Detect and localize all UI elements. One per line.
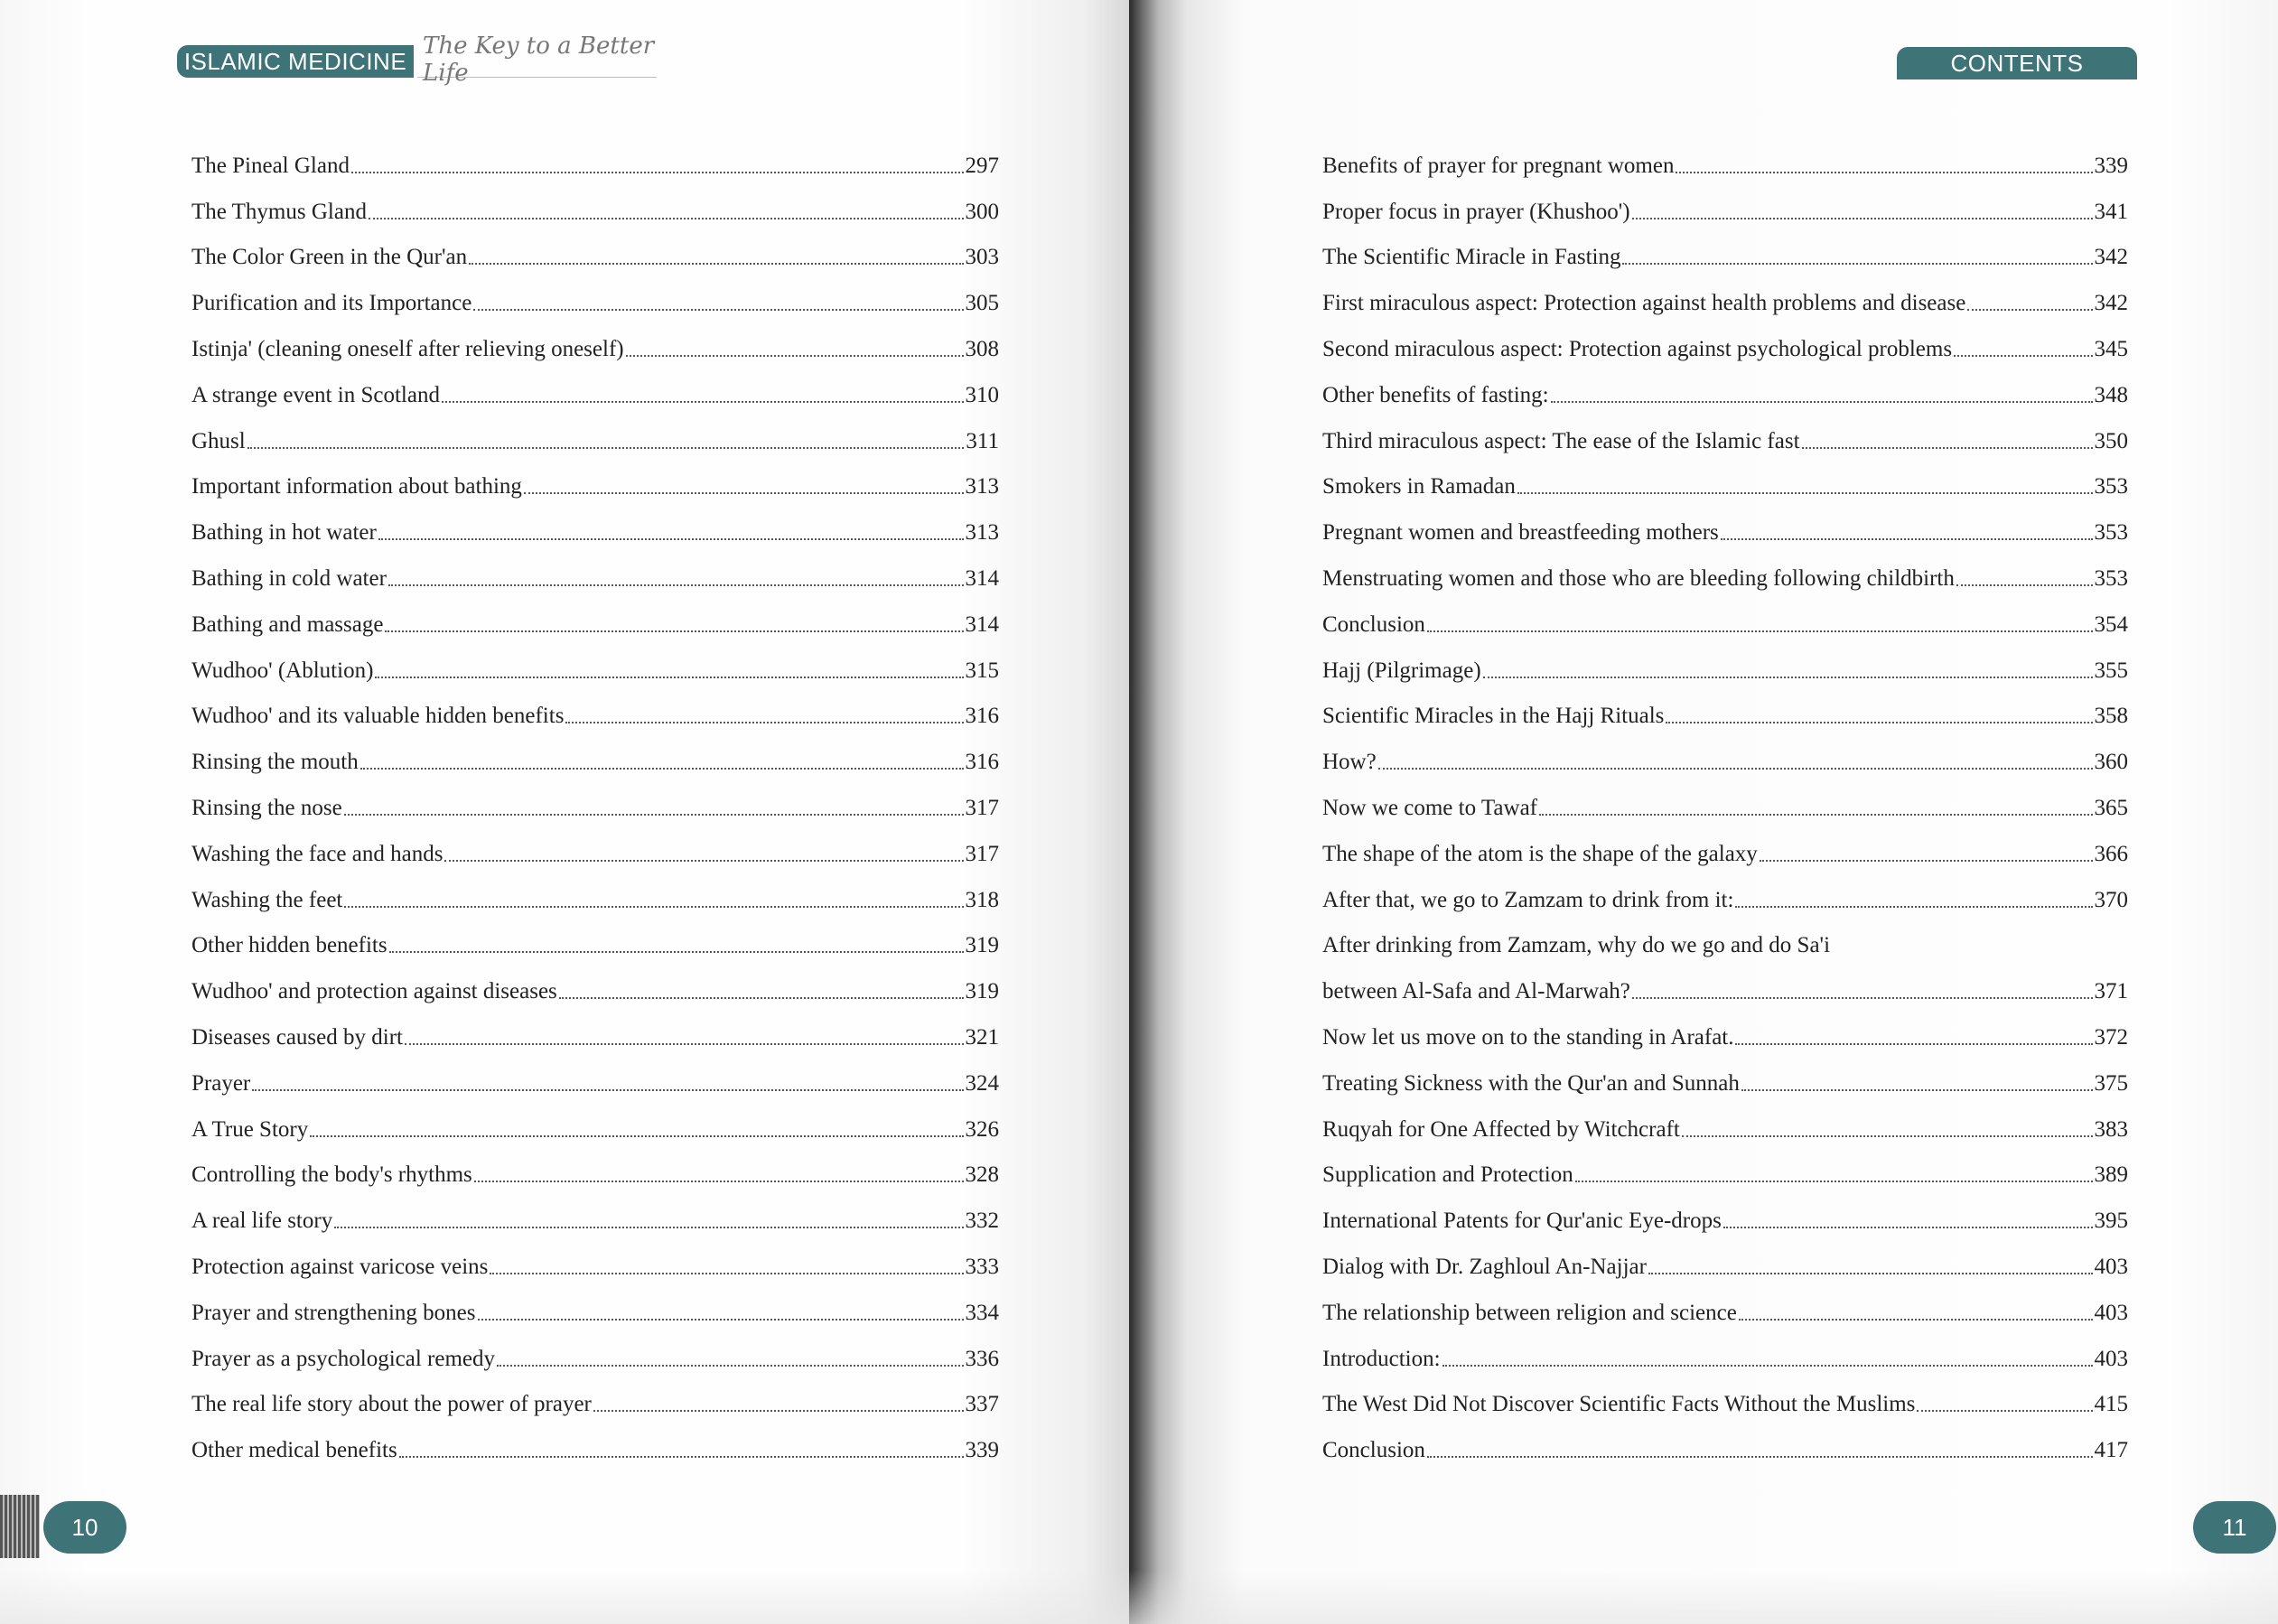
toc-entry [191, 134, 999, 180]
toc-entry-page: 334 [965, 1300, 999, 1325]
dot-leader [497, 1364, 964, 1367]
toc-entry-title: After that, we go to Zamzam to drink from it: [1322, 887, 1734, 912]
dot-leader [388, 583, 964, 586]
toc-entry-title: The West Did Not Discover Scientific Facts Without the Muslims [1322, 1392, 1916, 1417]
page-number-right: 11 [2193, 1501, 2276, 1554]
toc-entry-title: After drinking from Zamzam, why do we go and do Sa'i [1322, 933, 1831, 958]
toc-entry-title: The Pineal Gland [191, 153, 350, 178]
toc-entry [191, 409, 999, 455]
toc-entry [191, 1189, 999, 1235]
toc-entry-page: 305 [965, 291, 999, 316]
toc-entry-title: Controlling the body's rhythms [191, 1162, 472, 1188]
toc-entry-title: The Color Green in the Qur'an [191, 245, 468, 270]
dot-leader [1735, 905, 2092, 908]
toc-entry [1322, 1097, 2128, 1143]
toc-entry-page: 342 [2094, 245, 2128, 270]
dot-leader [378, 537, 964, 540]
toc-entry [1322, 639, 2128, 685]
toc-entry-page: 326 [965, 1116, 999, 1142]
toc-entry-page: 417 [2094, 1438, 2128, 1463]
dot-leader [559, 996, 964, 999]
dot-leader [360, 767, 964, 770]
toc-entry-page: 308 [965, 336, 999, 361]
toc-entry-title: Third miraculous aspect: The ease of the Islamic fast [1322, 428, 1800, 453]
toc-entry-title: Wudhoo' and its valuable hidden benefits [191, 704, 565, 729]
dot-leader [389, 950, 964, 953]
toc-entry-page: 348 [2094, 382, 2128, 407]
toc-entry-page: 354 [2094, 611, 2128, 637]
toc-entry [191, 180, 999, 226]
toc-entry-title: Conclusion [1322, 1438, 1425, 1463]
toc-entry [1322, 1143, 2128, 1190]
dot-leader [1427, 630, 2093, 632]
dot-leader [1632, 217, 2093, 219]
toc-entry-title: Prayer and strengthening bones [191, 1300, 476, 1325]
toc-entry [1322, 959, 2128, 1005]
toc-entry-page: 355 [2094, 658, 2128, 683]
toc-entry [191, 593, 999, 639]
toc-entry [191, 500, 999, 546]
toc-entry [191, 1418, 999, 1464]
toc-entry [191, 317, 999, 363]
dot-leader [1483, 676, 2093, 678]
dot-leader [1735, 1042, 2092, 1045]
toc-entry-page: 314 [965, 611, 999, 637]
toc-entry [191, 1051, 999, 1097]
dot-leader [1682, 1134, 2093, 1137]
dot-leader [1622, 262, 2092, 265]
toc-entry-page: 395 [2094, 1209, 2128, 1234]
toc-entry [1322, 546, 2128, 593]
toc-entry-title: Hajj (Pilgrimage) [1322, 658, 1481, 683]
dot-leader [524, 491, 964, 494]
toc-entry [191, 1143, 999, 1190]
toc-entry-title: A strange event in Scotland [191, 382, 440, 407]
toc-entry-page: 415 [2094, 1392, 2128, 1417]
toc-entry-page: 336 [965, 1346, 999, 1371]
toc-entry-page: 328 [965, 1162, 999, 1188]
dot-leader [444, 859, 963, 862]
toc-entry-title: The real life story about the power of prayer [191, 1392, 592, 1417]
toc-entry [191, 639, 999, 685]
dot-leader [1760, 859, 2093, 862]
toc-entry-page: 317 [965, 795, 999, 820]
page-number-left: 10 [43, 1501, 126, 1554]
toc-entry-title: Conclusion [1322, 611, 1425, 637]
dot-leader [469, 262, 963, 265]
toc-entry-title: Washing the face and hands [191, 841, 443, 866]
toc-entry-page: 350 [2094, 428, 2128, 453]
toc-entry [191, 1005, 999, 1051]
toc-entry-page: 332 [965, 1209, 999, 1234]
toc-entry-page: 333 [965, 1254, 999, 1279]
dot-leader [1378, 767, 2093, 770]
toc-entry [191, 546, 999, 593]
dot-leader [1802, 446, 2093, 449]
toc-entry [191, 1281, 999, 1327]
toc-entry-page: 360 [2094, 750, 2128, 775]
toc-entry [1322, 1235, 2128, 1281]
dot-leader [1648, 1272, 2093, 1274]
dot-leader [369, 217, 964, 219]
toc-entry [1322, 500, 2128, 546]
toc-entry-title: Ruqyah for One Affected by Witchcraft [1322, 1116, 1680, 1142]
dot-leader [375, 676, 963, 678]
toc-entry-title: Introduction: [1322, 1346, 1441, 1371]
toc-entry-page: 315 [965, 658, 999, 683]
toc-entry-page: 313 [965, 474, 999, 499]
dot-leader [1917, 1409, 2092, 1412]
toc-entry [191, 1235, 999, 1281]
dot-leader [1442, 1364, 2093, 1367]
dot-leader [1954, 354, 2092, 357]
toc-entry-title: Other hidden benefits [191, 933, 387, 958]
toc-entry [191, 271, 999, 317]
toc-entry-title: Wudhoo' and protection against diseases [191, 979, 557, 1004]
toc-entry [191, 776, 999, 822]
toc-entry-page: 389 [2094, 1162, 2128, 1188]
dot-leader [1956, 583, 2093, 586]
toc-entry-page: 342 [2094, 291, 2128, 316]
dot-leader [1666, 721, 2092, 723]
toc-entry [191, 959, 999, 1005]
toc-entry-page: 319 [965, 933, 999, 958]
dot-leader [442, 400, 964, 403]
dot-leader [252, 1088, 963, 1091]
toc-entry-title: The Thymus Gland [191, 199, 367, 224]
toc-entry [1322, 685, 2128, 731]
toc-entry-title: Smokers in Ramadan [1322, 474, 1516, 499]
toc-entry [1322, 914, 2128, 960]
contents-header: CONTENTS [1897, 47, 2137, 79]
toc-entry-title: How? [1322, 750, 1377, 775]
toc-entry [1322, 822, 2128, 868]
toc-entry [1322, 1281, 2128, 1327]
toc-entry-page: 375 [2094, 1070, 2128, 1096]
toc-entry-page: 366 [2094, 841, 2128, 866]
dot-leader [399, 1455, 964, 1458]
dot-leader [1967, 308, 2092, 311]
toc-entry [1322, 363, 2128, 409]
toc-entry-title: between Al-Safa and Al-Marwah? [1322, 979, 1630, 1004]
book-title-header: ISLAMIC MEDICINE [177, 45, 414, 78]
dot-leader [351, 171, 964, 173]
toc-entry-page: 316 [965, 750, 999, 775]
dot-leader [334, 1226, 963, 1228]
dot-leader [473, 308, 963, 311]
toc-entry-title: Other medical benefits [191, 1438, 397, 1463]
dot-leader [1551, 400, 2093, 403]
toc-entry-page: 372 [2094, 1024, 2128, 1050]
left-page [0, 0, 1129, 1624]
toc-entry-title: Benefits of prayer for pregnant women [1322, 153, 1675, 178]
dot-leader [1632, 996, 2093, 999]
toc-entry [1322, 1189, 2128, 1235]
toc-entry-title: Protection against varicose veins [191, 1254, 489, 1279]
dot-leader [1427, 1455, 2093, 1458]
toc-entry-page: 337 [965, 1392, 999, 1417]
toc-entry [1322, 1051, 2128, 1097]
dot-leader [1739, 1318, 2093, 1321]
page-shadow [0, 1570, 1129, 1624]
toc-entry-page: 370 [2094, 887, 2128, 912]
dot-leader [1676, 171, 2092, 173]
dot-leader [344, 905, 963, 908]
toc-entry-title: Rinsing the mouth [191, 750, 359, 775]
toc-entry [1322, 455, 2128, 501]
toc-entry-title: Supplication and Protection [1322, 1162, 1573, 1188]
toc-entry-title: Rinsing the nose [191, 795, 342, 820]
dot-leader [626, 354, 964, 357]
toc-entry [1322, 1373, 2128, 1419]
toc-entry-title: Prayer as a psychological remedy [191, 1346, 495, 1371]
toc-entry [191, 822, 999, 868]
toc-entry-title: Purification and its Importance [191, 291, 472, 316]
toc-entry [1322, 1418, 2128, 1464]
toc-entry-page: 371 [2094, 979, 2128, 1004]
dot-leader [1741, 1088, 2093, 1091]
toc-entry-page: 319 [965, 979, 999, 1004]
dot-leader [565, 721, 963, 723]
toc-entry-title: Wudhoo' (Ablution) [191, 658, 374, 683]
toc-entry [1322, 134, 2128, 180]
toc-entry-page: 303 [965, 245, 999, 270]
toc-entry-page: 341 [2094, 199, 2128, 224]
dot-leader [385, 630, 963, 632]
toc-entry-page: 383 [2094, 1116, 2128, 1142]
toc-entry-title: Now we come to Tawaf [1322, 795, 1537, 820]
toc-entry [1322, 409, 2128, 455]
toc-entry-page: 314 [965, 565, 999, 591]
toc-entry [191, 455, 999, 501]
toc-entry-title: Scientific Miracles in the Hajj Rituals [1322, 704, 1665, 729]
toc-entry-title: Ghusl [191, 428, 246, 453]
toc-entry-title: The shape of the atom is the shape of the galaxy [1322, 841, 1758, 866]
toc-entry-title: Now let us move on to the standing in Arafat. [1322, 1024, 1734, 1050]
toc-entry-title: Treating Sickness with the Qur'an and Sunnah [1322, 1070, 1740, 1096]
toc-entry-title: Second miraculous aspect: Protection against psychological problems [1322, 336, 1953, 361]
toc-entry-title: Menstruating women and those who are bleeding following childbirth [1322, 565, 1955, 591]
toc-entry-page: 353 [2094, 474, 2128, 499]
toc-entry-title: International Patents for Qur'anic Eye-drops [1322, 1209, 1722, 1234]
dot-leader [1539, 813, 2093, 816]
toc-list-right [1322, 134, 2128, 1464]
toc-entry-title: A True Story [191, 1116, 309, 1142]
toc-entry-title: Other benefits of fasting: [1322, 382, 1549, 407]
toc-entry-title: Bathing in cold water [191, 565, 387, 591]
toc-entry-page: 365 [2094, 795, 2128, 820]
toc-entry [191, 1373, 999, 1419]
toc-entry-page: 353 [2094, 565, 2128, 591]
toc-entry [1322, 271, 2128, 317]
toc-entry-title: A real life story [191, 1209, 333, 1234]
toc-entry-title: Important information about bathing [191, 474, 522, 499]
dot-leader [1517, 491, 2093, 494]
toc-entry-page: 324 [965, 1070, 999, 1096]
toc-entry-page: 403 [2094, 1346, 2128, 1371]
page-shadow [1129, 1570, 2278, 1624]
toc-entry-page: 345 [2094, 336, 2128, 361]
toc-entry [1322, 730, 2128, 776]
dot-leader [1575, 1180, 2093, 1182]
toc-list-left [191, 134, 999, 1464]
dot-leader [1721, 537, 2093, 540]
toc-entry-page: 403 [2094, 1300, 2128, 1325]
dot-leader [247, 446, 965, 449]
toc-entry-title: The relationship between religion and science [1322, 1300, 1737, 1325]
toc-entry [191, 868, 999, 914]
dot-leader [344, 813, 964, 816]
toc-entry [1322, 180, 2128, 226]
toc-entry-title: Prayer [191, 1070, 251, 1096]
toc-entry-title: Washing the feet [191, 887, 343, 912]
book-tagline: The Key to a Better Life [417, 42, 657, 78]
dot-leader [474, 1180, 964, 1182]
toc-entry-page: 353 [2094, 520, 2128, 546]
toc-entry-page: 316 [965, 704, 999, 729]
toc-entry-title: Proper focus in prayer (Khushoo') [1322, 199, 1630, 224]
toc-entry-page: 300 [965, 199, 999, 224]
toc-entry-page: 297 [965, 153, 999, 178]
toc-entry-title: Dialog with Dr. Zaghloul An-Najjar [1322, 1254, 1647, 1279]
dot-leader [310, 1134, 963, 1137]
toc-entry [191, 685, 999, 731]
toc-entry [191, 1097, 999, 1143]
toc-entry-title: Bathing and massage [191, 611, 384, 637]
toc-entry-title: Diseases caused by dirt [191, 1024, 403, 1050]
toc-entry-page: 403 [2094, 1254, 2128, 1279]
toc-entry-title: Istinja' (cleaning oneself after relieving oneself) [191, 336, 624, 361]
toc-entry [1322, 868, 2128, 914]
toc-entry-title: The Scientific Miracle in Fasting [1322, 245, 1621, 270]
dot-leader [490, 1272, 963, 1274]
toc-entry-page: 358 [2094, 704, 2128, 729]
toc-entry [191, 1327, 999, 1373]
toc-entry [191, 226, 999, 272]
toc-entry [1322, 1005, 2128, 1051]
toc-entry-page: 310 [965, 382, 999, 407]
toc-entry-page: 311 [966, 428, 999, 453]
toc-entry-title: Pregnant women and breastfeeding mothers [1322, 520, 1719, 546]
toc-entry [191, 363, 999, 409]
toc-entry [1322, 776, 2128, 822]
toc-entry-title: First miraculous aspect: Protection against health problems and disease [1322, 291, 1966, 316]
dot-leader [405, 1042, 964, 1045]
toc-entry-page: 321 [965, 1024, 999, 1050]
dot-leader [1723, 1226, 2093, 1228]
dot-leader [478, 1318, 964, 1321]
toc-entry [1322, 593, 2128, 639]
toc-entry [191, 914, 999, 960]
toc-entry [1322, 1327, 2128, 1373]
toc-entry-title: Bathing in hot water [191, 520, 377, 546]
toc-entry-page: 318 [965, 887, 999, 912]
toc-entry-page: 339 [2094, 153, 2128, 178]
toc-entry [1322, 317, 2128, 363]
dot-leader [593, 1409, 964, 1412]
toc-entry-page: 339 [965, 1438, 999, 1463]
toc-entry [191, 730, 999, 776]
toc-entry-page: 313 [965, 520, 999, 546]
toc-entry [1322, 226, 2128, 272]
page-edge-stripes [0, 1495, 40, 1558]
toc-entry-page: 317 [965, 841, 999, 866]
